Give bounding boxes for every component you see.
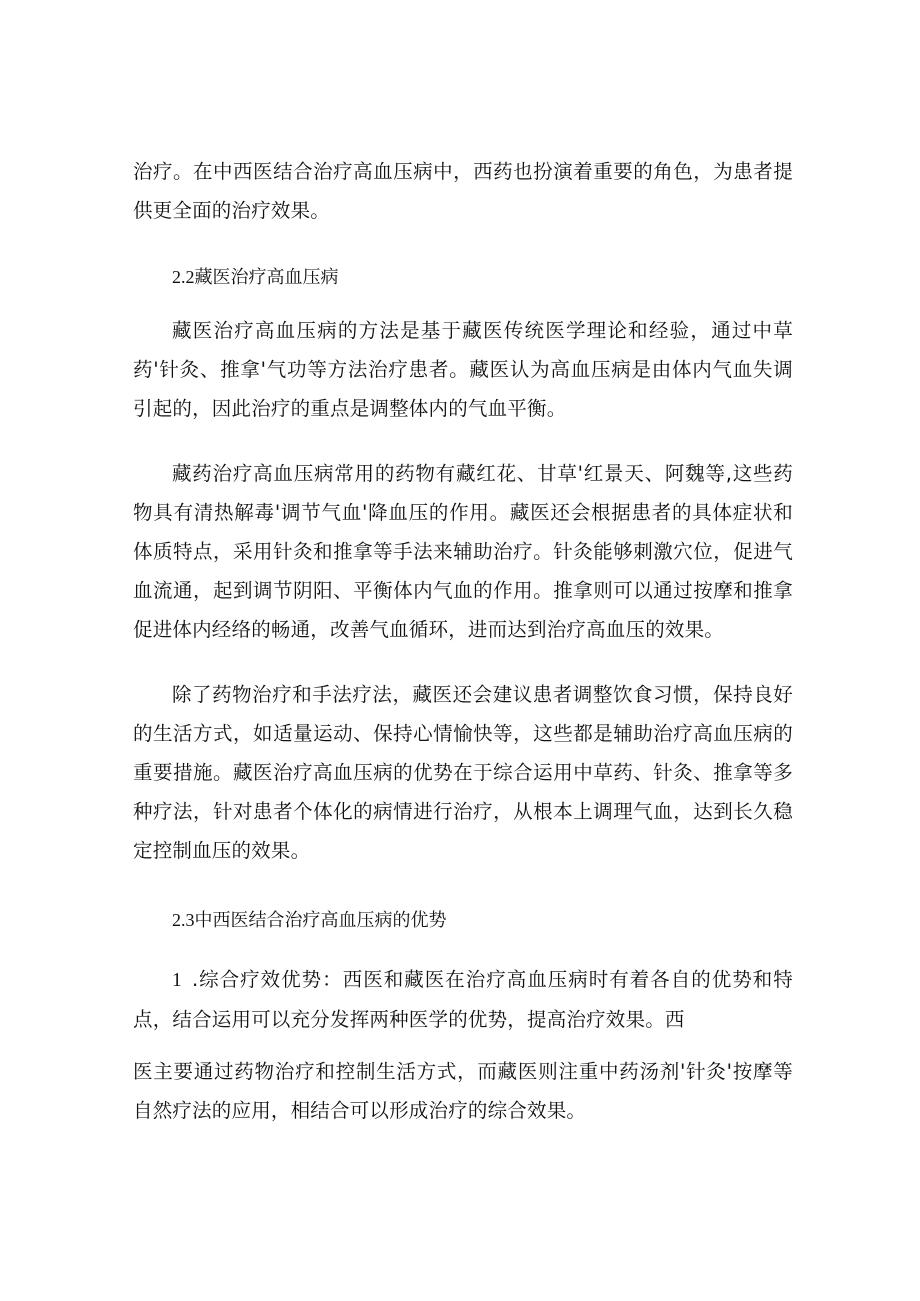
item-1-text: .综合疗效优势：西医和藏医在治疗高血压病时有着各自的优势和特点，结合运用可以充分发挥两种医学的优势，提高治疗效果。西 — [133, 968, 793, 1031]
section-2-3-item-1-part-2: 医主要通过药物治疗和控制生活方式，而藏医则注重中药汤剂'针灸'按摩等自然疗法的应用，相结合可以形成治疗的综合效果。 — [133, 1060, 793, 1122]
section-2-2-heading — [172, 262, 339, 293]
section-2-2-number: 2.2 — [172, 267, 195, 287]
section-2-2-paragraph-3: 除了药物治疗和手法疗法，藏医还会建议患者调整饮食习惯，保持良好的生活方式，如适量运动、保持心情愉快等，这些都是辅助治疗高血压病的重要措施。藏医治疗高血压病的优势在于综合运用中草药、针灸、推拿等多种疗法，针对患者个体化的病情进行治疗，从根本上调理气血，达到长久稳定控制血压的效果。 — [133, 683, 793, 862]
section-2-2-paragraph-1: 藏医治疗高血压病的方法是基于藏医传统医学理论和经验，通过中草药'针灸、推拿'气功等方法治疗患者。藏医认为高血压病是由体内气血失调引起的，因此治疗的重点是调整体内的气血平衡。 — [133, 319, 793, 420]
section-2-2-paragraph-2: 藏药治疗高血压病常用的药物有藏红花、甘草'红景天、阿魏等,这些药物具有清热解毒'调节气血'降血压的作用。藏医还会根据患者的具体症状和体质特点，采用针灸和推拿等手法来辅助治疗。针灸能够刺激穴位，促进气血流通，起到调节阴阳、平衡体内气血的作用。推拿则可以通过按摩和推拿促进体内经络的畅通，改善气血循环，进而达到治疗高血压的效果。 — [133, 462, 793, 641]
section-2-3-item-1-part-1 — [133, 960, 793, 1039]
section-2-2-title: 藏医治疗高血压病 — [194, 267, 339, 288]
item-1-number: 1 — [172, 970, 182, 991]
section-2-3-heading — [172, 905, 447, 936]
section-2-3-number: 2.3 — [172, 910, 195, 930]
section-2-3-title: 中西医结合治疗高血压病的优势 — [194, 910, 447, 931]
intro-paragraph: 治疗。在中西医结合治疗高血压病中，西药也扮演着重要的角色，为患者提供更全面的治疗效果。 — [133, 160, 793, 222]
